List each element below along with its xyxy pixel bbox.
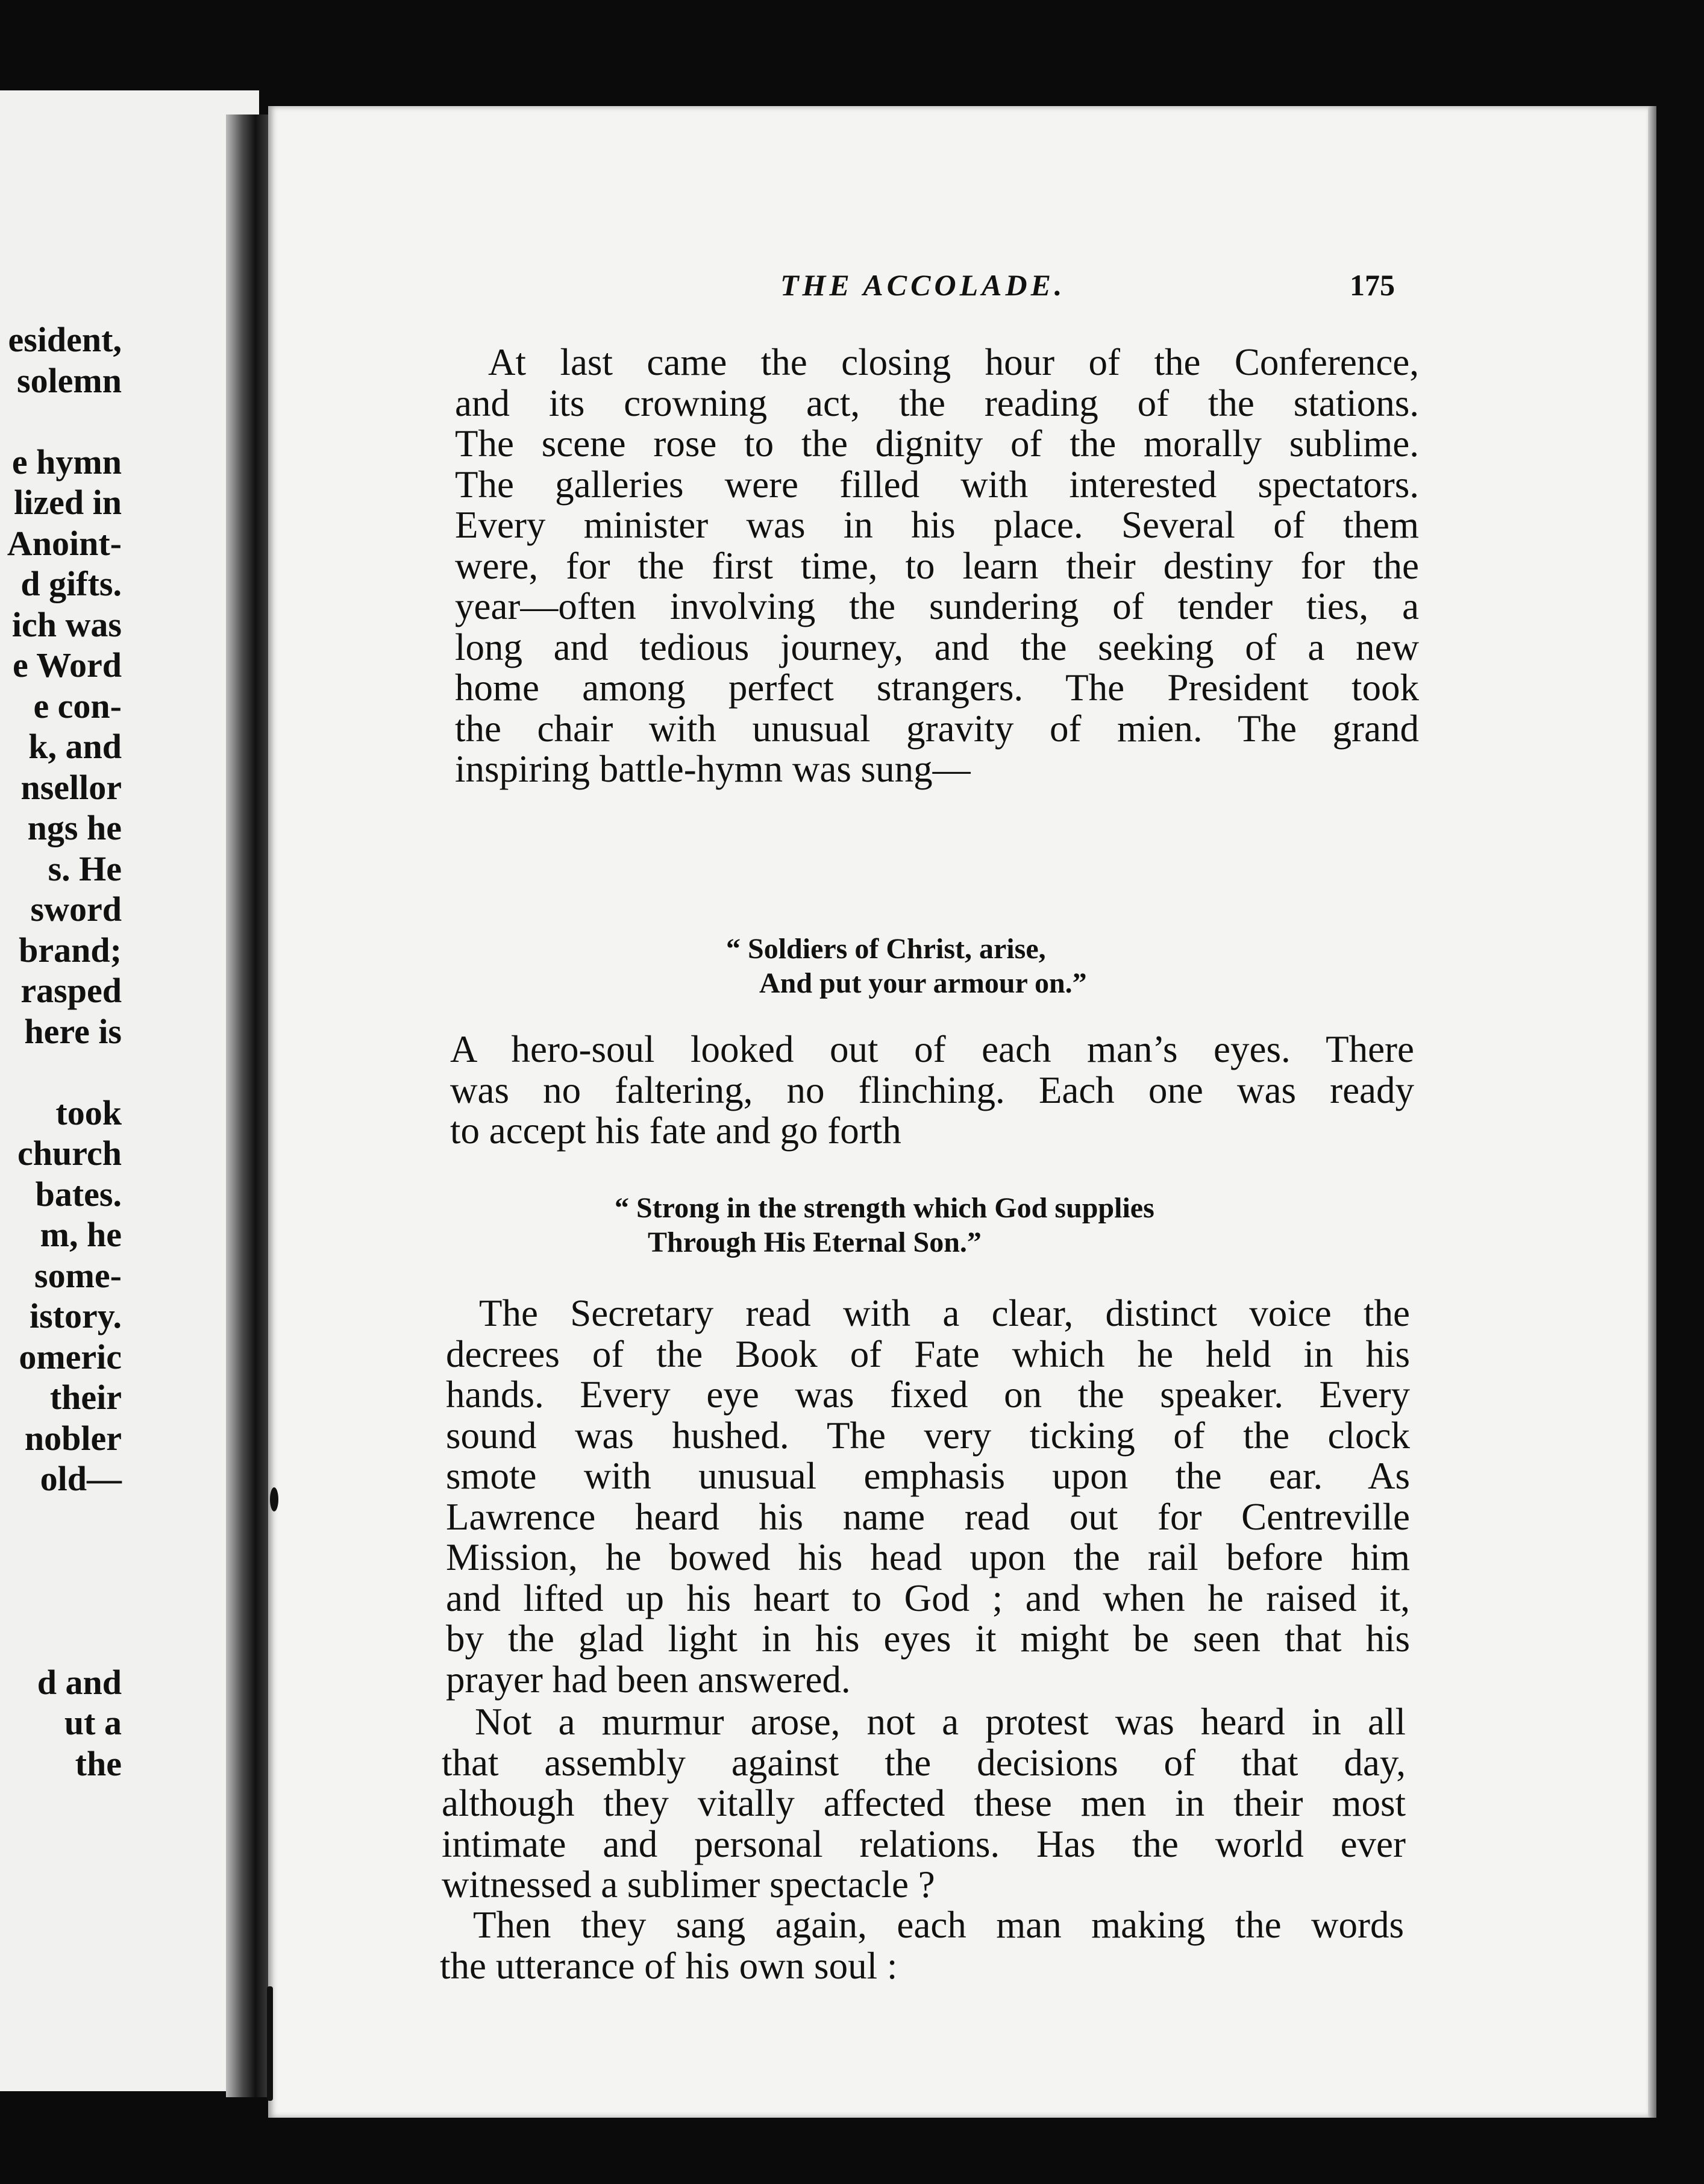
- text-line: the chair with unusual gravity of mien. The grand: [455, 707, 1419, 750]
- text-line: smote with unusual emphasis upon the ear. As: [446, 1455, 1410, 1497]
- previous-page-line: Anoint-: [7, 523, 122, 563]
- text-line: witnessed a sublimer spectacle ?: [442, 1863, 935, 1906]
- verse-line: “ Soldiers of Christ, arise,: [726, 933, 1046, 965]
- paragraph-1: [455, 342, 1419, 790]
- previous-page-line: solemn: [17, 360, 122, 400]
- text-line: by the glad light in his eyes it might be seen that his: [446, 1618, 1410, 1660]
- text-line: Not a murmur arose, not a protest was heard in all: [475, 1701, 1406, 1743]
- text-line: to accept his fate and go forth: [450, 1109, 901, 1152]
- text-line: decrees of the Book of Fate which he held in his: [446, 1332, 1410, 1375]
- previous-page-line: lized in: [14, 483, 122, 522]
- previous-page-line: church: [17, 1134, 122, 1173]
- previous-page-line: ich was: [11, 604, 122, 644]
- running-head: [268, 268, 1648, 316]
- paragraph-5: [440, 1905, 1404, 1986]
- running-title: THE ACCOLADE.: [780, 268, 1066, 302]
- previous-page-line: some-: [34, 1255, 122, 1295]
- previous-page-line: m, he: [40, 1215, 122, 1254]
- verse-line: “ Strong in the strength which God supplies: [615, 1192, 1154, 1224]
- text-line: although they vitally affected these men in their most: [442, 1782, 1406, 1824]
- previous-page-line: d gifts.: [20, 564, 122, 603]
- previous-page-line: [7, 1581, 122, 1622]
- text-line: prayer had been answered.: [446, 1658, 851, 1701]
- previous-page-line: e Word: [13, 645, 122, 685]
- previous-page-line: nsellor: [20, 767, 122, 807]
- page-edge: [1648, 106, 1656, 2118]
- text-line: was no faltering, no flinching. Each one was ready: [450, 1068, 1414, 1111]
- previous-page-line: [7, 1621, 122, 1662]
- book-gutter: [226, 115, 268, 2097]
- previous-page-line: [7, 1499, 122, 1540]
- previous-page-line: took: [55, 1093, 122, 1132]
- previous-page-line: ut a: [64, 1703, 122, 1742]
- previous-page-text: [7, 319, 122, 1784]
- previous-page-line: d and: [37, 1662, 122, 1702]
- text-line: were, for the first time, to learn their destiny for the: [455, 544, 1419, 587]
- text-line: hands. Every eye was fixed on the speaker. Every: [446, 1373, 1410, 1416]
- previous-page-line: rasped: [20, 971, 122, 1010]
- verse-line: Through His Eternal Son.”: [648, 1226, 982, 1258]
- text-line: Then they sang again, each man making the words: [473, 1904, 1404, 1946]
- current-page: [268, 106, 1648, 2118]
- text-line: A hero-soul looked out of each man’s eyes. There: [450, 1028, 1414, 1070]
- previous-page-line: nobler: [24, 1418, 122, 1458]
- text-line: long and tedious journey, and the seeking of a new: [455, 626, 1419, 668]
- verse-quote-1: [726, 932, 1087, 1000]
- previous-page-line: sword: [30, 890, 122, 929]
- previous-page-line: omeric: [19, 1337, 122, 1376]
- verse-line: And put your armour on.”: [759, 967, 1087, 999]
- previous-page-line: istory.: [29, 1296, 122, 1335]
- text-line: intimate and personal relations. Has the world ever: [442, 1822, 1406, 1865]
- text-line: inspiring battle-hymn was sung—: [455, 748, 971, 790]
- previous-page-line: [7, 1052, 122, 1093]
- text-line: the utterance of his own soul :: [440, 1944, 898, 1987]
- text-line: home among perfect strangers. The President took: [455, 667, 1419, 709]
- previous-page-line: bates.: [35, 1174, 122, 1214]
- previous-page-line: k, and: [28, 727, 122, 766]
- previous-page-line: e hymn: [11, 442, 122, 482]
- text-line: Lawrence heard his name read out for Centreville: [446, 1495, 1410, 1538]
- text-line: sound was hushed. The very ticking of the clock: [446, 1414, 1410, 1457]
- verse-quote-2: [615, 1191, 1154, 1260]
- previous-page-line: e con-: [33, 686, 122, 726]
- previous-page-line: old—: [40, 1459, 122, 1498]
- text-line: Mission, he bowed his head upon the rail before him: [446, 1536, 1410, 1578]
- previous-page: [0, 90, 259, 2091]
- previous-page-line: their: [49, 1378, 122, 1417]
- ink-mark: [270, 1487, 278, 1511]
- text-line: At last came the closing hour of the Conference,: [488, 341, 1419, 383]
- text-line: Every minister was in his place. Several of them: [455, 504, 1419, 546]
- paragraph-4: [442, 1702, 1406, 1906]
- previous-page-line: here is: [24, 1011, 122, 1051]
- ink-mark: [267, 1986, 273, 2101]
- text-line: and lifted up his heart to God ; and when he raised it,: [446, 1577, 1410, 1619]
- page-number: 175: [1350, 268, 1395, 302]
- text-line: that assembly against the decisions of that day,: [442, 1741, 1406, 1784]
- previous-page-line: esident,: [8, 320, 122, 359]
- previous-page-line: brand;: [19, 930, 122, 970]
- text-line: The Secretary read with a clear, distinct voice the: [479, 1292, 1410, 1334]
- text-line: and its crowning act, the reading of the stations.: [455, 381, 1419, 424]
- text-line: year—often involving the sundering of tender ties, a: [455, 585, 1419, 627]
- previous-page-line: [7, 1540, 122, 1581]
- paragraph-3: [446, 1293, 1410, 1700]
- previous-page-line: ngs he: [27, 808, 122, 847]
- text-line: The scene rose to the dignity of the morally sublime.: [455, 422, 1419, 465]
- paragraph-2: [450, 1029, 1414, 1152]
- text-line: The galleries were filled with interested spectators.: [455, 463, 1419, 506]
- previous-page-line: s. He: [48, 849, 122, 888]
- previous-page-line: [7, 401, 122, 442]
- previous-page-line: the: [75, 1743, 122, 1783]
